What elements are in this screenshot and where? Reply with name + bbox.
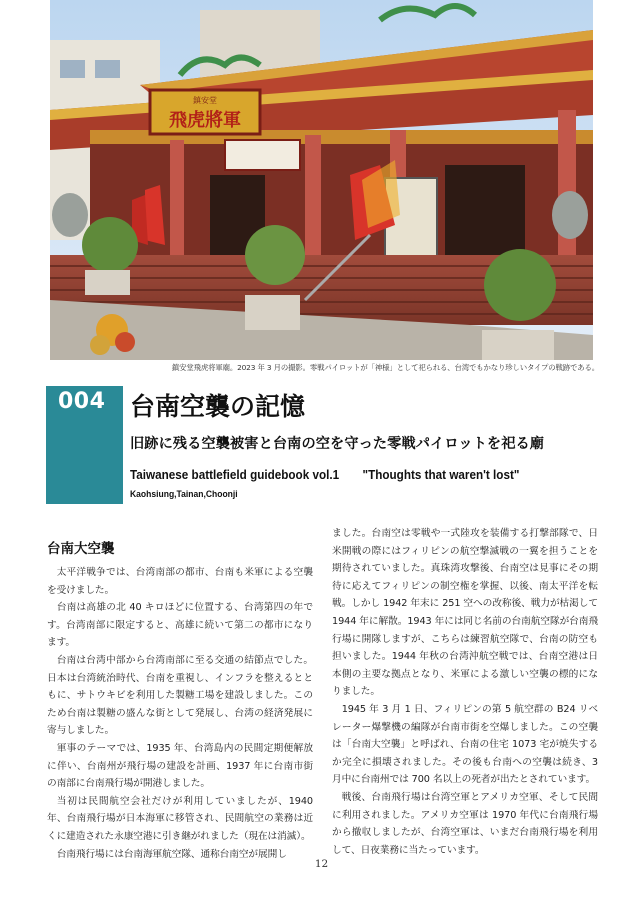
series-title-en-part2: "Thoughts that waren't lost": [362, 467, 520, 482]
body-column-right: [332, 525, 598, 859]
paragraph: 台南は高雄の北 40 キロほどに位置する、台湾第四の年です。台湾南部に限定すると、高雄に続いて第二の都市になります。: [47, 602, 313, 649]
chapter-title: 台南空襲の記憶: [130, 392, 306, 421]
paragraph-continued: ました。台南空は零戦や一式陸攻を装備する打撃部隊で、日米開戦の際にはフィリピンの航空撃滅戦の一翼を担うことを期待されていました。真珠湾攻撃後、台南空は見事にその期待に応えてフィリピンの制空権を掌握、以後、南太平洋を転戦。しかし 1942 年末に 251 空への改称後、戦力が枯渇して 1944 年に解散。1943 年には同じ名前の台南航空隊が台南飛行場に開隊しますが、こちらは練習航空隊で、台南の防空も担いました。1944 年秋の台湾沖航空戦では、台南空港は日本側の主要な拠点となり、米軍による激しい空襲の標的になりました。: [332, 528, 598, 698]
series-title-en-part1: Taiwanese battlefield guidebook vol.1: [130, 467, 340, 482]
place-names-en: Kaohsiung,Tainan,Choonji: [130, 489, 238, 500]
chapter-number: 004: [58, 389, 106, 414]
temple-sign: 飛虎將軍: [169, 110, 241, 131]
page-number: 12: [314, 858, 329, 870]
temple-photo-drawing: [50, 0, 593, 360]
temple-sign-top: 鎮安堂: [193, 96, 217, 105]
temple-photo: [50, 0, 593, 360]
paragraph: 戦後、台南飛行場は台湾空軍とアメリカ空軍、そして民間に利用されました。アメリカ空軍は 1970 年代に台南飛行場から撤収しましたが、台湾空軍は、いまだ台南飛行場を利用して、日夜業務に当たっています。: [332, 791, 598, 856]
paragraph: 1945 年 3 月 1 日、フィリピンの第 5 航空群の B24 リベレーター爆撃機の編隊が台南市街を空爆しました。この空襲は「台南大空襲」と呼ばれ、台南の住宅 1073 宅が焼失するか完全に損壊されました。その後も台南への空襲は続き、3 月中に台南州では 700 名以上の死者が出たとされています。: [332, 703, 598, 786]
paragraph: 太平洋戦争では、台湾南部の都市、台南も米軍による空襲を受けました。: [47, 567, 313, 596]
paragraph: 台南飛行場には台南海軍航空隊、通称台南空が展開し: [56, 848, 287, 860]
paragraph: 当初は民間航空会社だけが利用していましたが、1940 年、台南飛行場が日本海軍に移管され、民間航空の業務は近くに建造された永康空港に引き継がれました（現在は消滅）。: [47, 795, 313, 842]
section-heading: 台南大空襲: [47, 541, 115, 557]
chapter-number-box: [46, 386, 123, 504]
body-column-left: [47, 564, 313, 863]
chapter-subtitle: 旧跡に残る空襲被害と台南の空を守った零戦パイロットを祀る廟: [130, 436, 545, 452]
paragraph: 台南は台湾中部から台湾南部に至る交通の結節点でした。日本は台湾統治時代、台南を重視し、インフラを整えるとともに、サトウキビを利用した製糖工場を建設しました。このため台南は製糖の盛んな街として発展し、台湾の経済発展に寄与しました。: [47, 654, 313, 737]
paragraph: 軍事のテーマでは、1935 年、台湾島内の民間定期便解放に伴い、台南州が飛行場の建設を計画、1937 年に台南市街の南部に台南飛行場が開港しました。: [47, 742, 313, 790]
series-title-en: [130, 467, 519, 483]
photo-caption: 鎮安堂飛虎将軍廟。2023 年 3 月の撮影。零戦パイロットが「神様」として祀られる、台湾でもかなり珍しいタイプの戦跡である。: [171, 363, 599, 372]
